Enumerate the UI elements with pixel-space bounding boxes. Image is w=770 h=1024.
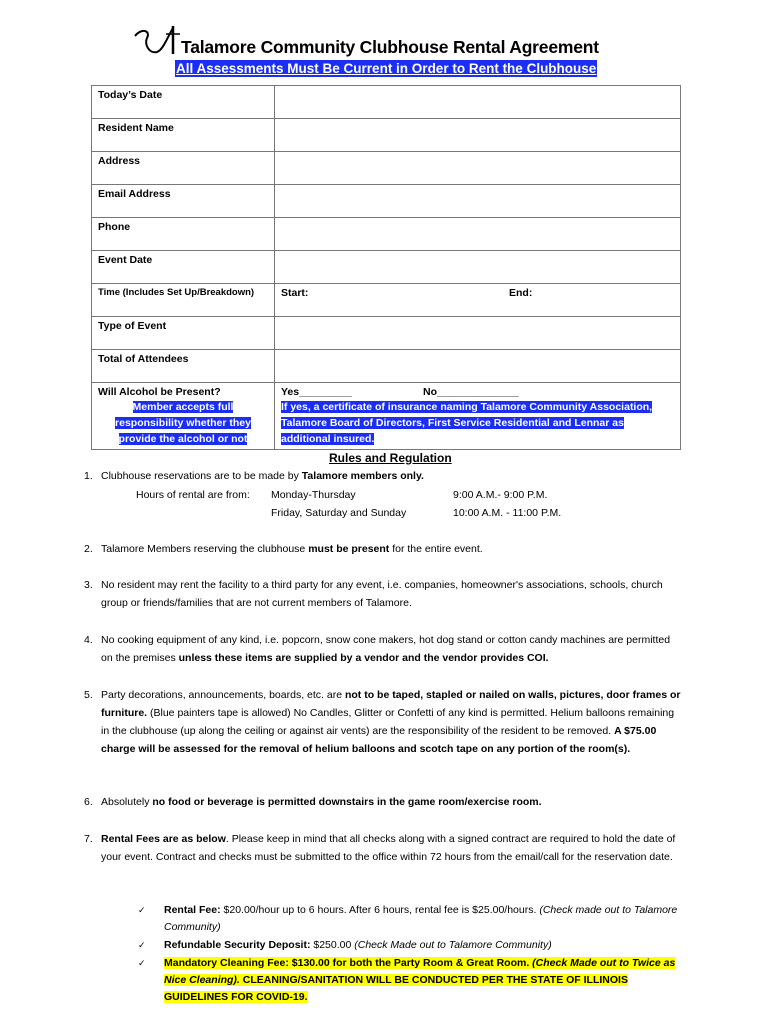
field-time[interactable] bbox=[275, 284, 681, 317]
label-email: Email Address bbox=[92, 185, 275, 218]
label-total-attendees: Total of Attendees bbox=[92, 350, 275, 383]
rental-form-table bbox=[91, 85, 681, 450]
checkmark-icon: ✓ bbox=[138, 940, 146, 950]
field-total-attendees[interactable] bbox=[275, 350, 681, 383]
hours-days-weekday: Monday-Thursday bbox=[271, 489, 356, 501]
field-resident-name[interactable] bbox=[275, 119, 681, 152]
label-start: Start: bbox=[281, 287, 309, 299]
label-time: Time (Includes Set Up/Breakdown) bbox=[92, 284, 275, 317]
label-end: End: bbox=[509, 287, 533, 299]
label-type-of-event: Type of Event bbox=[92, 317, 275, 350]
page-subtitle: All Assessments Must Be Current in Order to Rent the Clubhouse bbox=[176, 61, 597, 76]
form-row-email bbox=[92, 185, 681, 218]
form-row-address bbox=[92, 152, 681, 185]
field-email[interactable] bbox=[275, 185, 681, 218]
field-todays-date[interactable] bbox=[275, 86, 681, 119]
page-title: Talamore Community Clubhouse Rental Agreement bbox=[181, 37, 599, 57]
label-event-date: Event Date bbox=[92, 251, 275, 284]
form-row-alcohol bbox=[92, 383, 681, 450]
alcohol-yes-option[interactable]: Yes_________ bbox=[281, 386, 352, 398]
field-event-date[interactable] bbox=[275, 251, 681, 284]
label-address: Address bbox=[92, 152, 275, 185]
alcohol-no-option[interactable]: No______________ bbox=[423, 386, 519, 398]
form-row-resident bbox=[92, 119, 681, 152]
insurance-note: If yes, a certificate of insurance naming Talamore Community Association, Talamore Board of Directors, First Service Residential and Lennar as additional insured. bbox=[281, 401, 653, 445]
hours-label: Hours of rental are from: bbox=[136, 489, 250, 501]
hours-time-weekend: 10:00 A.M. - 11:00 P.M. bbox=[453, 507, 562, 519]
alcohol-label-cell bbox=[92, 383, 275, 450]
checkmark-icon: ✓ bbox=[138, 958, 146, 968]
checkmark-icon: ✓ bbox=[138, 905, 146, 915]
rules-title: Rules and Regulation bbox=[329, 451, 452, 465]
field-phone[interactable] bbox=[275, 218, 681, 251]
hours-days-weekend: Friday, Saturday and Sunday bbox=[271, 507, 407, 519]
label-todays-date: Today’s Date bbox=[92, 86, 275, 119]
form-row-phone bbox=[92, 218, 681, 251]
label-phone: Phone bbox=[92, 218, 275, 251]
form-row-attendees bbox=[92, 350, 681, 383]
alcohol-answer-cell[interactable] bbox=[275, 383, 681, 450]
form-row-date bbox=[92, 86, 681, 119]
field-address[interactable] bbox=[275, 152, 681, 185]
form-row-time bbox=[92, 284, 681, 317]
field-type-of-event[interactable] bbox=[275, 317, 681, 350]
alcohol-responsibility-note: Member accepts full responsibility whether they provide the alcohol or not bbox=[115, 401, 251, 445]
form-row-event-type bbox=[92, 317, 681, 350]
label-alcohol: Will Alcohol be Present? bbox=[98, 386, 221, 398]
form-row-event-date bbox=[92, 251, 681, 284]
rule-number: 1. bbox=[84, 470, 93, 482]
hours-time-weekday: 9:00 A.M.- 9:00 P.M. bbox=[453, 489, 548, 501]
talamore-logo bbox=[133, 24, 181, 56]
label-resident-name: Resident Name bbox=[92, 119, 275, 152]
